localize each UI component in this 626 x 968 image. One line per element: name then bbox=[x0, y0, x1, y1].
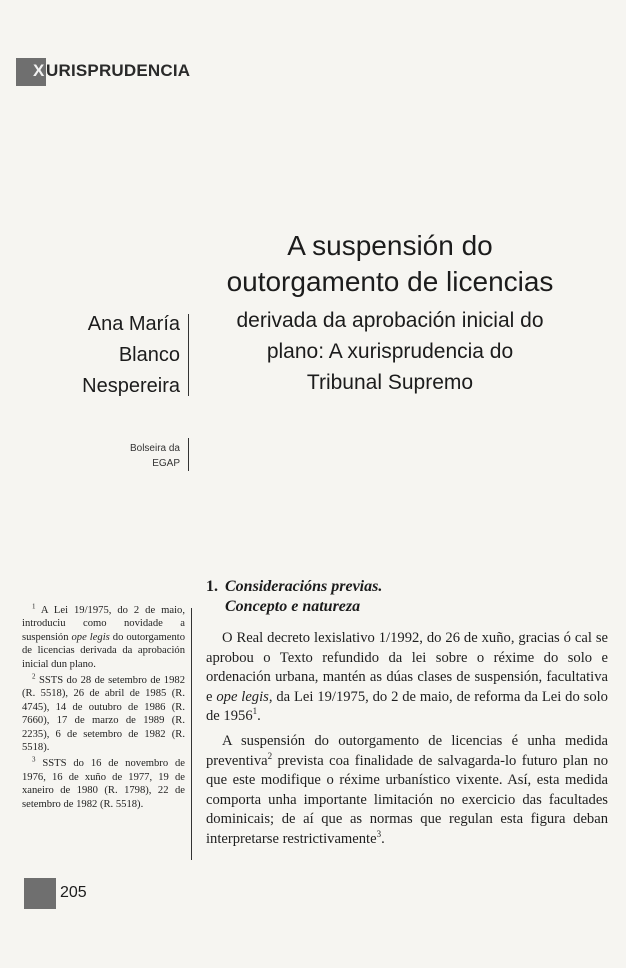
footnote-3: $^3$ SSTS do 16 de novembro de 1976, 16 de xuño de 1977, 19 de xaneiro de 1980 (R. 1798), 22 de setembro de 1982 (R. 5518). bbox=[22, 755, 185, 810]
author-name-line-1: Ana María bbox=[87, 313, 180, 335]
footnote-2: $^2$ SSTS do 28 de setembro de 1982 (R. 5518), 26 de abril de 1985 (R. 4745), 14 de outubro de 1986 (R. 7660), 17 de marzo de 1989 (R. 2235), 6 de setembro de 1982 (R. 5518). bbox=[22, 672, 185, 754]
footnote-mark: 2 bbox=[32, 672, 36, 681]
article-title bbox=[200, 228, 580, 300]
subtitle-line-3: Tribunal Supremo bbox=[306, 371, 474, 394]
footnote-divider bbox=[191, 608, 192, 860]
author-name bbox=[20, 309, 180, 402]
author-name-line-2: Blanco bbox=[118, 344, 180, 366]
section-title-line-2: Concepto e natureza bbox=[225, 598, 361, 615]
footnote-ref: 1 bbox=[252, 706, 258, 717]
paragraph-2: A suspensión do outorgamento de licencias é unha medida preventiva$^2$ prevista coa finalidade de salvagarda-lo futuro plan no que este modifique o réxime urbanístico vixente. Así, esta medida comporta unha importante limitación no exercicio das facultades dominicais; de aí que as normas que regulan esta figura deban interpretarse restrictivamente$^3$. bbox=[206, 732, 608, 847]
section-number: 1. bbox=[206, 578, 218, 595]
header-label: URISPRUDENCIA bbox=[46, 61, 191, 80]
footnote-ref: 2 bbox=[267, 750, 273, 761]
author-affiliation bbox=[60, 441, 180, 471]
header-initial: X bbox=[33, 61, 45, 80]
footnotes bbox=[22, 604, 185, 814]
body-text bbox=[206, 629, 608, 855]
section-header bbox=[16, 58, 216, 86]
section-title-line-1: Consideracións previas. bbox=[225, 578, 383, 595]
page-number-box bbox=[24, 878, 56, 909]
affiliation-divider bbox=[188, 438, 189, 471]
article-subtitle bbox=[200, 305, 580, 398]
page-number: 205 bbox=[60, 884, 87, 901]
author-divider bbox=[188, 314, 189, 396]
title-line-1: A suspensión do bbox=[287, 230, 493, 261]
paragraph-1: O Real decreto lexislativo 1/1992, do 26 de xuño, gracias ó cal se aprobou o Texto refundido da lei sobre o réxime do solo e ordenación urbana, mantén as dúas clases de suspensión, facultativa e ope legis, da Lei 19/1975, do 2 de maio, de reforma da Lei do solo de 1956$^1$. bbox=[206, 630, 608, 725]
subtitle-line-2: plano: A xurisprudencia do bbox=[266, 340, 514, 363]
author-role-line-1: Bolseira da bbox=[129, 443, 180, 454]
footnote-ref: 3 bbox=[376, 829, 382, 840]
author-name-line-3: Nespereira bbox=[82, 375, 180, 397]
footnote-mark: 3 bbox=[32, 755, 36, 764]
author-role-line-2: EGAP bbox=[152, 458, 180, 469]
footnote-mark: 1 bbox=[32, 602, 36, 611]
footnote-1: $^1$ A Lei 19/1975, do 2 de maio, introduciu como novidade a suspensión ope legis do outorgamento de licencias derivada da aprobación inicial dun plano. bbox=[22, 602, 185, 670]
subtitle-line-1: derivada da aprobación inicial do bbox=[236, 309, 544, 332]
title-line-2: outorgamento de licencias bbox=[226, 266, 554, 297]
